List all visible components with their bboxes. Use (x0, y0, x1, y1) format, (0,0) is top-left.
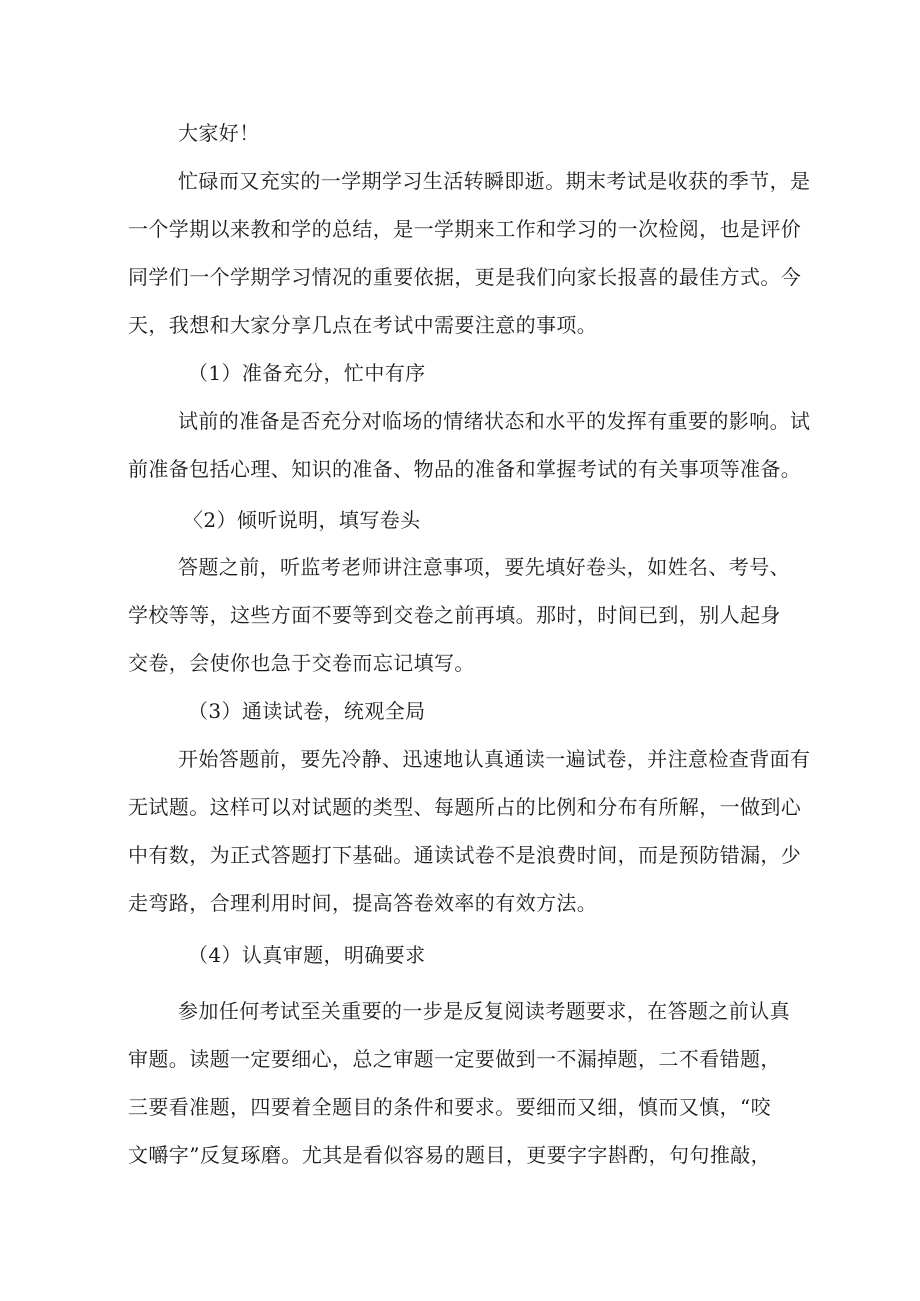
paragraph-4-line-4: 走弯路，合理利用时间，提高答卷效率的有效方法。 (128, 891, 598, 915)
paragraph-5-line-3: 三要看准题，四要着全题目的条件和要求。要细而又细，慎而又慎，“咬 (128, 1095, 772, 1119)
paragraph-4-line-1: 开始答题前，要先冷静、迅速地认真通读一遍试卷，并注意检查背面有 (178, 747, 811, 771)
paragraph-5-line-2: 审题。读题一定要细心，总之审题一定要做到一不漏掉题，二不看错题， (128, 1047, 781, 1071)
section-heading-4: （4）认真审题，明确要求 (188, 943, 426, 967)
section-heading-3: （3）通读试卷，统观全局 (188, 699, 426, 723)
paragraph-1-line-4: 天，我想和大家分享几点在考试中需要注意的事项。 (128, 313, 598, 337)
paragraph-3-line-2: 学校等等，这些方面不要等到交卷之前再填。那时，时间已到，别人起身 (128, 603, 781, 627)
paragraph-1-line-3: 同学们一个学期学习情况的重要依据，更是我们向家长报喜的最佳方式。今 (128, 265, 802, 289)
paragraph-3-line-1: 答题之前，听监考老师讲注意事项，要先填好卷头，如姓名、考号、 (178, 555, 790, 579)
paragraph-1-line-2: 一个学期以来教和学的总结，是一学期来工作和学习的一次检阅，也是评价 (128, 217, 802, 241)
paragraph-5-line-1: 参加任何考试至关重要的一步是反复阅读考题要求，在答题之前认真 (178, 999, 790, 1023)
greeting: 大家好！ (178, 121, 260, 145)
paragraph-3-line-3: 交卷，会使你也急于交卷而忘记填写。 (128, 651, 475, 675)
paragraph-1-line-1: 忙碌而又充实的一学期学习生活转瞬即逝。期末考试是收获的季节，是 (178, 169, 811, 193)
paragraph-4-line-3: 中有数，为正式答题打下基础。通读试卷不是浪费时间，而是预防错漏，少 (128, 843, 802, 867)
paragraph-2-line-1: 试前的准备是否充分对临场的情绪状态和水平的发挥有重要的影响。试 (178, 409, 811, 433)
paragraph-5-line-4: 文嚼字”反复琢磨。尤其是看似容易的题目，更要字字斟酌，句句推敲， (128, 1143, 772, 1167)
section-heading-2: 〈2）倾听说明，填写卷头 (183, 508, 421, 532)
section-heading-1: （1）准备充分，忙中有序 (188, 361, 426, 385)
paragraph-4-line-2: 无试题。这样可以对试题的类型、每题所占的比例和分布有所解，一做到心 (128, 795, 802, 819)
paragraph-2-line-2: 前准备包括心理、知识的准备、物品的准备和掌握考试的有关事项等准备。 (128, 457, 802, 481)
